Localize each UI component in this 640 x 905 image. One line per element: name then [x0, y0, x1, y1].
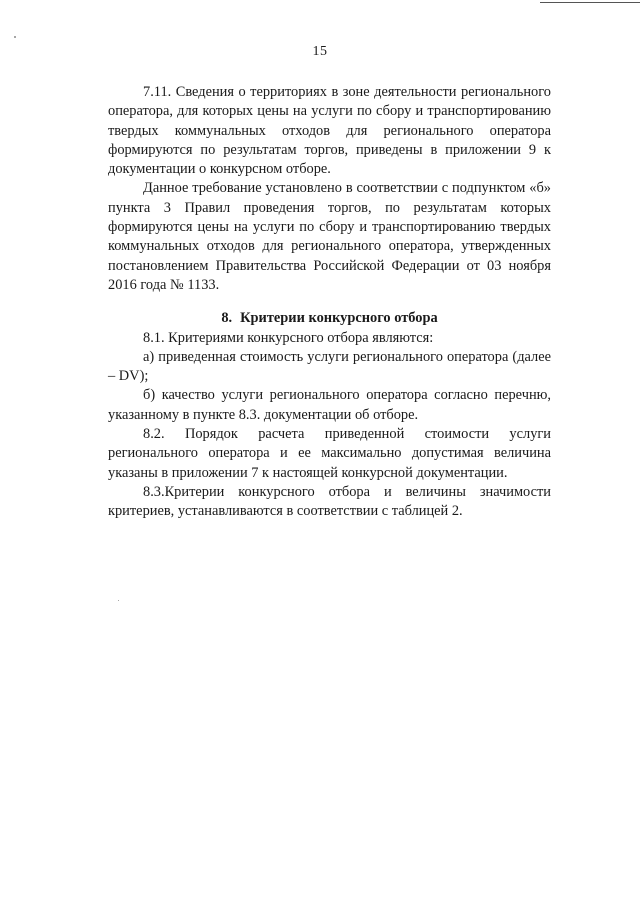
section-number: 8.	[221, 310, 233, 327]
page-number: 15	[312, 44, 328, 59]
section-heading	[108, 309, 551, 328]
paragraph-8-3: 8.3.Критерии конкурсного отбора и величины значимости критериев, устанавливаются в соответствии с таблицей 2.	[108, 483, 551, 520]
paragraph-8-1-b: б) качество услуги регионального оператора согласно перечню, указанному в пункте 8.3. документации об отборе.	[108, 387, 551, 423]
paragraph-8-2: 8.2. Порядок расчета приведенной стоимости услуги регионального оператора и ее максимально допустимая величина указаны в приложении 7 к настоящей конкурсной документации.	[108, 426, 551, 481]
paragraph-8-1: 8.1. Критериями конкурсного отбора являются:	[143, 329, 434, 346]
section-title: Критерии конкурсного отбора	[240, 310, 438, 327]
document-body	[108, 83, 551, 522]
paragraph-8-1-a: а) приведенная стоимость услуги регионального оператора (далее – DV);	[108, 348, 551, 385]
paragraph-7-11: 7.11. Сведения о территориях в зоне деятельности регионального оператора, для которых цены на услуги по сбору и транспортированию твердых коммунальных отходов для регионального оператора формируются по результатам торгов, приведены в приложении 9 к документации о конкурсном отборе.	[108, 84, 551, 178]
scan-mark	[14, 36, 16, 38]
paragraph-requirement-basis: Данное требование установлено в соответствии с подпунктом «б» пункта 3 Правил проведения торгов, по результатам которых формируются цены на услуги по сбору и транспортированию твердых коммунальных отходов для регионального оператора, утвержденных постановлением Правительства Российской Федерации от 03 ноября 2016 года № 1133.	[108, 180, 551, 293]
scan-edge-line	[540, 2, 640, 3]
scan-mark	[118, 600, 119, 601]
